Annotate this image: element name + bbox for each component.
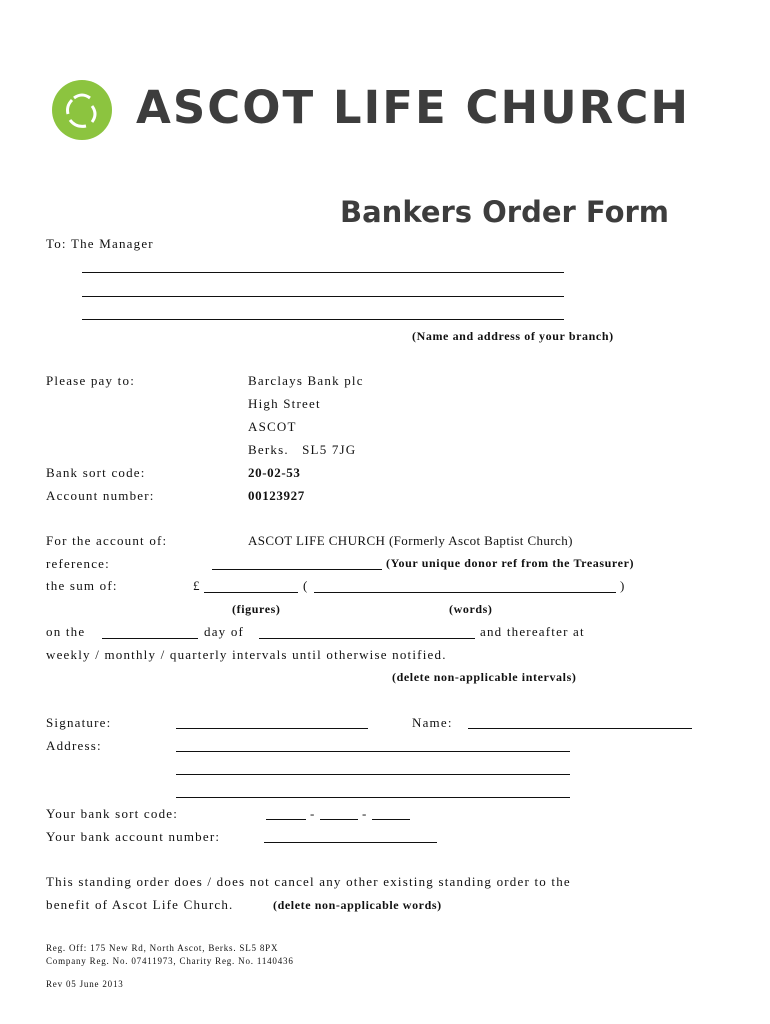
sort-code-separator: - xyxy=(310,806,316,821)
figures-label: (figures) xyxy=(232,602,281,616)
close-paren: ) xyxy=(620,578,626,593)
words-label: (words) xyxy=(449,602,493,616)
name-label: Name: xyxy=(412,715,453,730)
revision: Rev 05 June 2013 xyxy=(46,979,124,989)
name-field[interactable] xyxy=(468,728,692,729)
your-sort-code-label: Your bank sort code: xyxy=(46,806,179,821)
branch-note: (Name and address of your branch) xyxy=(412,329,614,343)
address-field-line-1[interactable] xyxy=(176,751,570,752)
church-logo xyxy=(52,80,112,140)
start-month-year-field[interactable] xyxy=(259,638,475,639)
intervals-text: weekly / monthly / quarterly intervals until otherwise notified. xyxy=(46,647,447,662)
sum-words-field[interactable] xyxy=(314,592,616,593)
standing-order-note: (delete non-applicable words) xyxy=(273,898,442,912)
form-title: Bankers Order Form xyxy=(340,195,670,229)
payee-address-line: Berks. SL5 7JG xyxy=(248,442,357,457)
standing-order-line-2: benefit of Ascot Life Church. xyxy=(46,897,234,912)
your-account-field[interactable] xyxy=(264,842,437,843)
payee-address-line: Barclays Bank plc xyxy=(248,373,364,388)
to-manager-label: To: The Manager xyxy=(46,236,154,251)
please-pay-label: Please pay to: xyxy=(46,373,136,388)
currency-symbol: £ xyxy=(193,578,201,593)
church-name: ASCOT LIFE CHURCH xyxy=(136,81,691,134)
recycle-arrows-icon xyxy=(52,80,112,140)
thereafter-label: and thereafter at xyxy=(480,624,585,639)
registered-office: Reg. Off: 175 New Rd, North Ascot, Berks. SL5 8PX xyxy=(46,943,279,953)
reference-note: (Your unique donor ref from the Treasurer) xyxy=(386,556,635,570)
payee-address-line: High Street xyxy=(248,396,321,411)
standing-order-line-1: This standing order does / does not cancel any other existing standing order to the xyxy=(46,874,571,889)
branch-address-line-3[interactable] xyxy=(82,319,564,320)
account-number-label: Account number: xyxy=(46,488,155,503)
sum-label: the sum of: xyxy=(46,578,118,593)
address-field-line-2[interactable] xyxy=(176,774,570,775)
your-sort-code-part-2[interactable] xyxy=(320,819,358,820)
your-sort-code-part-3[interactable] xyxy=(372,819,410,820)
sort-code-separator: - xyxy=(362,806,368,821)
open-paren: ( xyxy=(303,578,309,593)
your-sort-code-part-1[interactable] xyxy=(266,819,306,820)
sort-code-label: Bank sort code: xyxy=(46,465,146,480)
branch-address-line-2[interactable] xyxy=(82,296,564,297)
signature-label: Signature: xyxy=(46,715,112,730)
address-label: Address: xyxy=(46,738,102,753)
signature-field[interactable] xyxy=(176,728,368,729)
start-day-field[interactable] xyxy=(102,638,198,639)
your-account-label: Your bank account number: xyxy=(46,829,221,844)
for-account-label: For the account of: xyxy=(46,533,168,548)
branch-address-line-1[interactable] xyxy=(82,272,564,273)
day-of-label: day of xyxy=(204,624,245,639)
reference-label: reference: xyxy=(46,556,110,571)
sort-code-value: 20-02-53 xyxy=(248,465,301,480)
sum-figures-field[interactable] xyxy=(204,592,298,593)
reference-field[interactable] xyxy=(212,569,382,570)
intervals-note: (delete non-applicable intervals) xyxy=(392,670,577,684)
company-registration: Company Reg. No. 07411973, Charity Reg. No. 1140436 xyxy=(46,956,294,966)
account-number-value: 00123927 xyxy=(248,488,305,503)
payee-address-line: ASCOT xyxy=(248,419,297,434)
on-the-label: on the xyxy=(46,624,86,639)
for-account-value: ASCOT LIFE CHURCH (Formerly Ascot Baptist Church) xyxy=(248,533,573,548)
address-field-line-3[interactable] xyxy=(176,797,570,798)
